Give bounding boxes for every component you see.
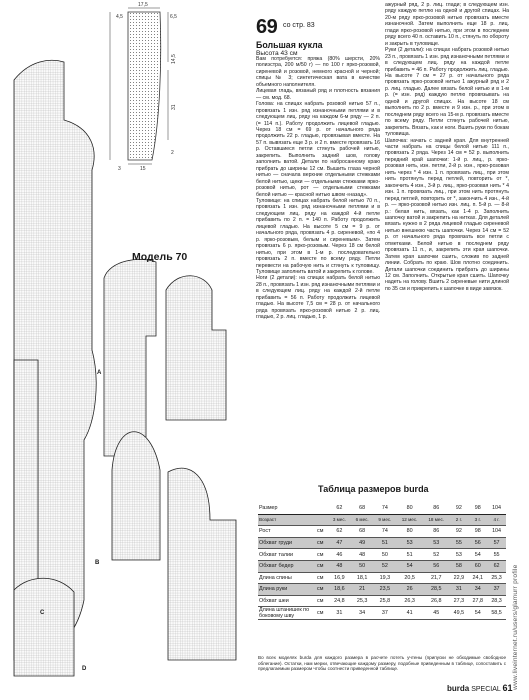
row-unit: см [316,595,328,607]
table-cell: 31 [328,607,351,620]
paragraph: Лицевая гладь, вязаный ряд и плотность вязания — см. мод. 68. [256,88,380,101]
row-unit: см [316,560,328,572]
article-title: Большая кукла [256,40,323,50]
row-label: Длина штанишек по боковому шву [258,607,316,620]
dim-bottom-left: 3 [118,166,121,172]
table-cell: 9 мес. [374,514,397,526]
row-label: Обхват груди [258,537,316,549]
row-label: Обхват шеи [258,595,316,607]
table-cell: 25,3 [351,595,374,607]
chart-leg [168,468,236,660]
paragraph: Голова: на спицах набрать розовой нитью 57 п., провязать 1 изн. ряд изнаночными петлями и в следующем лиц. ряду на каждом 6-м ряду — 2 п. (= 114 п.). Работу продолжить лицевой гладью. Через 18 см = 69 р. от начального ряда продолжить 22 р. гладью, провязывая вместе. На 57 п. вывязать еще 3 р. и 2 п. вместе провязать 16 р. Оставшиеся петли стянуть рабочей нитью, закрепить. Выполнить задний шов, голову заполнить ватой. Детали по набросанному краю прибрать до ширины 12 см. Вышить глаза черной нитью — сначала верхние отдельными стежками белой нитью, щеки — отдельными стежками ярко-розовой нитью, рот — отдельными стежками белой нитью — красной нитью швом «назад». [256,101,380,198]
table-row [258,537,506,549]
table-row [258,549,506,561]
row-label: Длина руки [258,584,316,596]
table-cell: 104 [487,526,506,538]
table-cell: 18,6 [328,584,351,596]
table-cell: 18,1 [351,572,374,584]
table-cell: 24,1 [468,572,487,584]
table-cell: 26,8 [423,595,450,607]
article-column-1 [256,56,380,455]
paragraph: Шапочка: начать с задней края. Для внутренней части набрать на спицы белой нитью 111 п., провязать 2 ряда. Через 14 см = 52 р. выполнить передний край шапочки: 1-й р. лиц., р. ярко-розовая нить, изн. петли, 2-й р. изн., ярко-розовая нить через * 4 изн. 1 п. провязать лиц., при этом нить протянуть перед петлей, повторить от *, закончить 4 изн., 3-й р. лиц., ярко-розовая нить * 4 изн. 1 п. провязать лиц., при этом нить протянуть перед петлей, повторить от *, закончить 4 изн., 4-й р. — ярко-розовой нитью изн. лиц. п. 5-й р. — 8-й р.: белая нить, вязать, как 1-4 р. Заполнить шапочку ватой и закрепить на нитках. Для деталей вязать нужно в 2 ряда лицевой гладью сиреневой нитью внешнюю часть шапочки. Через 14 см = 52 р. от начального ряда провязать все петли с отметками. Белой нитью в последнем ряду провязать 11 п., и, закрепить эти края шапочки. Затем края шапочки сшить, сложив по задней линии. Собрать по краю. Шов плотно соединить. Детали шапочки соединить прибрать до ширины 12 см. Заполнить. Открытые края сшить. Шапочку надеть на голову. Вшить 2 сиреневые нити длиной по 35 см и прикрепить к шапочке в виде завязок. [385,137,509,292]
header-cell: 92 [450,503,469,514]
table-cell: 51 [374,537,397,549]
table-row [258,584,506,596]
table-cell: 80 [396,526,423,538]
dim-bottom-right: 15 [140,166,146,172]
table-cell: 41 [396,607,423,620]
table-cell: 92 [450,526,469,538]
header-cell: 104 [487,503,506,514]
chart-boot [14,578,74,676]
brand-logo: burda [447,684,470,693]
table-cell: 2 г. [450,514,469,526]
row-unit: см [316,584,328,596]
table-cell: 48 [328,560,351,572]
paragraph: Вам потребуется: пряжа (80% шерсти, 20% полиэстра, 200 м/50 г) — по 100 г ярко-розовой, сиреневой и розовой, немного красной и черной; спицы № 3; синтетическая вата в качестве объемного наполнителя. [256,56,380,88]
table-cell: 54 [468,607,487,620]
row-label: Обхват талии [258,549,316,561]
table-cell: 58 [450,560,469,572]
table-cell: 25,3 [487,572,506,584]
table-row [258,595,506,607]
table-cell: 18 мес. [423,514,450,526]
table-row [258,572,506,584]
table-cell: 47 [328,537,351,549]
table-cell: 3 г. [468,514,487,526]
page-number: 61 [502,683,513,693]
row-unit [316,514,328,526]
chart-head-body [14,60,96,660]
table-cell: 22,9 [450,572,469,584]
table-cell: 31 [450,584,469,596]
knitting-charts [0,0,248,700]
table-cell: 46 [328,549,351,561]
dim-top-width: 17,5 [138,2,148,8]
header-cell: Размер [258,503,316,514]
piece-letter-b: B [95,560,100,566]
table-cell: 4 г. [487,514,506,526]
table-cell: 16,9 [328,572,351,584]
table-cell: 19,3 [374,572,397,584]
article-number: 69 [256,16,278,38]
row-unit: см [316,607,328,620]
size-table-footnote: Во всех моделях burda для каждого размера в расчете потеть учтены (припуски не обходимые свободное облегание). Остатки, нам мерки, отвечающие каждому размеру, подобные приведенным в таблице, сопоставить с предлагаемым размером чтобы соотнести приведенной таблице. [258,655,506,672]
table-cell: 45 [423,607,450,620]
table-cell: 98 [468,526,487,538]
table-cell: 26,3 [396,595,423,607]
piece-letter-a: A [97,370,102,376]
table-cell: 53 [396,537,423,549]
article-column-2 [385,2,509,455]
size-table [258,503,506,620]
dim-side-c: 2 [171,150,174,156]
table-cell: 27,3 [450,595,469,607]
table-cell: 48 [351,549,374,561]
table-cell: 21 [351,584,374,596]
table-cell: 6 мес. [351,514,374,526]
table-cell: 28,3 [487,595,506,607]
dim-top-right: 6,5 [170,14,177,20]
table-cell: 62 [487,560,506,572]
brand-special: SPECIAL [471,686,501,693]
header-cell: 68 [351,503,374,514]
table-cell: 55 [487,549,506,561]
row-unit: см [316,526,328,538]
table-cell: 52 [374,560,397,572]
table-cell: 54 [468,549,487,561]
table-cell: 3 мес. [328,514,351,526]
table-cell: 53 [450,549,469,561]
chart-arm [104,259,156,456]
table-row [258,560,506,572]
header-cell: 62 [328,503,351,514]
row-unit: см [316,549,328,561]
header-cell [316,503,328,514]
paragraph: Туловище: на спицах набрать белой нитью 70 п., провязать 1 изн. ряд изнаночными петлями и в следующем лиц. ряду на каждой 4-й петле прибавить по 2 п. = 140 п. Работу продолжить лицевой гладью. На высоте 5 см = 9 р. от начального ряда, провязать 4 р. сиреневой, «по 4 р. ярко-розовым, белым и сиреневым». Затем провязать 6 р. ярко-розовым. Через 18 см белой нитью, при этом в 1-м р. последовательно провязать 2 п. вместе по всему ряду. Петли перевести на рабочую нить и стянуть к туловищу. Туловище заполнить ватой и закрепить к голове. [256,197,380,275]
table-cell: 37 [374,607,397,620]
table-cell: 53 [423,537,450,549]
dim-side-a: 14,5 [171,54,177,64]
table-cell: 50 [374,549,397,561]
table-cell: 28,5 [423,584,450,596]
header-cell: 98 [468,503,487,514]
watermark: www.liveinternet.ru/users/glamurr profile [512,564,519,690]
header-cell: 80 [396,503,423,514]
table-cell: 12 мес. [396,514,423,526]
row-label: Рост [258,526,316,538]
piece-letter-d: D [82,666,87,672]
paragraph: Ноги (2 детали): на спицах набрать белой нитью 28 п., провязать 1 изн. ряд изнаночными петлями и в следующем лиц. ряду на каждой 2-й петле прибавить = 56 п. Работу продолжить лицевой гладью. На высоте 7,5 см = 28 р. от начального ряда провязать ярко-розовой нитью 2 р. лиц. гладью, 2 р. лиц. гладью, 1 р. [256,275,380,321]
table-cell: 60 [468,560,487,572]
table-cell: 26 [396,584,423,596]
paragraph: ажурный ряд, 2 р. лиц. глади; в следующем изн. ряду каждую петлю на одной и другой спицах. На 20-м ряду ярко-розовой нитью провязать вместе изнаночной. Затем выполнить еще 18 р. лиц. глади ярко-розовой нитью, при этом в последнем ряду всего 40 п. оставить 10 п., стянуть по обороту и закрыть в туловище. [385,2,509,47]
article-page-reference: со стр. 83 [283,22,315,29]
size-table-title: Таблица размеров burda [318,484,429,494]
table-cell: 68 [351,526,374,538]
piece-letter-c: C [40,610,45,616]
row-unit: см [316,537,328,549]
dim-top-left: 4,5 [116,14,123,20]
article-header [256,16,380,56]
page-footer [447,683,512,693]
table-cell: 52 [423,549,450,561]
size-table-header [258,503,506,514]
header-cell: 86 [423,503,450,514]
table-cell: 56 [423,560,450,572]
table-row [258,607,506,620]
model-label: Модель 70 [132,251,188,263]
table-cell: 21,7 [423,572,450,584]
table-cell: 23,5 [374,584,397,596]
dim-side-b: 31 [171,104,177,110]
table-cell: 50 [351,560,374,572]
table-cell: 49 [351,537,374,549]
chart-graphics [0,0,248,700]
row-unit: см [316,572,328,584]
table-cell: 56 [468,537,487,549]
table-cell: 51 [396,549,423,561]
table-row [258,526,506,538]
table-cell: 49,5 [450,607,469,620]
row-label: Возраст [258,514,316,526]
table-cell: 34 [468,584,487,596]
row-label: Обхват бедер [258,560,316,572]
table-cell: 24,8 [328,595,351,607]
table-cell: 62 [328,526,351,538]
table-cell: 58,5 [487,607,506,620]
table-cell: 55 [450,537,469,549]
table-cell: 27,8 [468,595,487,607]
article-subtitle: Высота 43 см [256,50,298,57]
table-cell: 57 [487,537,506,549]
table-cell: 20,5 [396,572,423,584]
table-cell: 86 [423,526,450,538]
table-cell: 74 [374,526,397,538]
table-row [258,514,506,526]
paragraph: Руки (2 детали): на спицах набрать розовой нитью 23 п., провязать 1 изн. ряд изнаночными петлями и в следующем лиц. ряду на каждой петле прибавить = 46 п. Работу продолжить лиц. гладью. На высоте 7 см = 27 р. от начального ряда провязать ярко-розовой нитью 1 ажурный ряд и 2 р. лиц. гладью. Далее вязать белой нитью и в 1-м р. (= изн. ряд) каждую петлю провязывать на одной и другой спицах. На высоте 18 см выполнить по 2 р. вместе и 9 изн. р., при этом в последнем ряду всего на 15-м р. провязать вместе по всему ряду. Петли стянуть рабочей нитью, закрепить. Вязать, как и ноги. Вшить руки по бокам туловища. [385,47,509,138]
table-cell: 25,8 [374,595,397,607]
table-cell: 54 [396,560,423,572]
table-cell: 37 [487,584,506,596]
table-cell: 34 [351,607,374,620]
row-label: Длина спины [258,572,316,584]
dimension-drawing [110,8,168,164]
header-cell: 74 [374,503,397,514]
